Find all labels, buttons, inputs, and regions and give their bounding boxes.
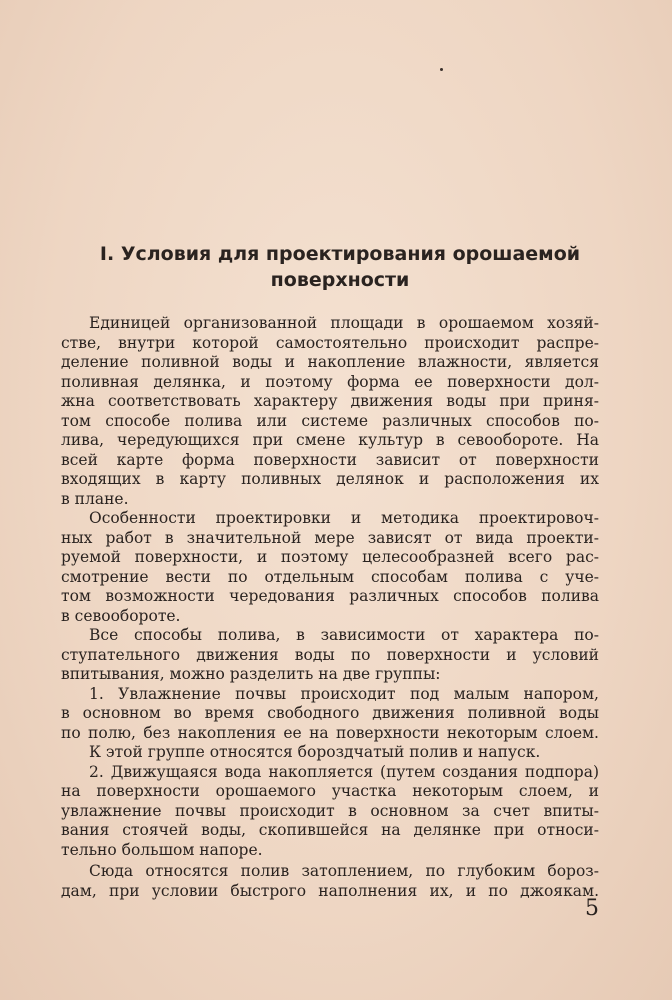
text-line: в плане. [61, 489, 129, 508]
text-line: смотрение вести по отдельным способам полива с уче- [61, 567, 599, 586]
text-line: том способе полива или системе различных способов по- [61, 411, 599, 430]
paragraph [61, 314, 599, 509]
text-line: по полю, без накопления ее на поверхности некоторым слоем. [61, 723, 599, 742]
print-speck [440, 68, 443, 71]
section-heading-line-1: I. Условия для проектирования орошаемой [99, 243, 581, 265]
text-line: К этой группе относятся бороздчатый полив и напуск. [89, 743, 541, 761]
text-line: вания стоячей воды, скопившейся на делянке при относи- [61, 821, 599, 839]
paragraph [61, 509, 599, 626]
text-line: всей карте форма поверхности зависит от поверхности [61, 450, 599, 469]
text-line: Особенности проектировки и методика проектировоч- [89, 509, 599, 527]
text-line: впитывания, можно разделить на две группы: [61, 665, 441, 683]
text-line: жна соответствовать характеру движения воды при приня- [61, 392, 599, 410]
text-line: ступательного движения воды по поверхности и условий [61, 645, 599, 664]
paragraph [61, 626, 599, 685]
text-line: лива, чередующихся при смене культур в севообороте. На [61, 431, 599, 449]
text-line: в севообороте. [61, 606, 181, 625]
text-line: стве, внутри которой самостоятельно происходит распре- [61, 333, 599, 352]
page-number: 5 [585, 896, 599, 921]
text-line: увлажнение почвы происходит в основном за счет впиты- [61, 801, 599, 820]
text-line: Все способы полива, в зависимости от характера по- [89, 626, 599, 644]
text-line: дам, при условии быстрого наполнения их, и по джоякам. [61, 881, 599, 900]
paragraph [61, 763, 599, 861]
text-line: том возможности чередования различных способов полива [61, 587, 599, 605]
text-line: в основном во время свободного движения поливной воды [61, 704, 599, 722]
paragraph [61, 862, 599, 901]
text-line: деление поливной воды и накопление влажности, является [61, 353, 599, 371]
paragraph [61, 743, 599, 763]
text-line: входящих в карту поливных делянок и расположения их [61, 470, 599, 488]
text-line: ных работ в значительной мере зависят от вида проекти- [61, 528, 599, 547]
text-line: руемой поверхности, и поэтому целесообразней всего рас- [61, 548, 599, 566]
text-line: поливная делянка, и поэтому форма ее поверхности дол- [61, 372, 599, 391]
paragraph [61, 685, 599, 744]
text-line: на поверхности орошаемого участка некоторым слоем, и [61, 782, 599, 800]
text-line: 1. Увлажнение почвы происходит под малым напором, [89, 684, 599, 703]
body-text [61, 314, 599, 901]
text-line: тельно большом напоре. [61, 840, 263, 859]
text-line: Сюда относятся полив затоплением, по глубоким бороз- [89, 862, 599, 880]
section-heading-line-2: поверхности [270, 269, 410, 291]
text-line: 2. Движущаяся вода накопляется (путем создания подпора) [89, 762, 599, 781]
text-line: Единицей организованной площади в орошаемом хозяй- [89, 314, 599, 332]
section-heading [60, 241, 620, 293]
